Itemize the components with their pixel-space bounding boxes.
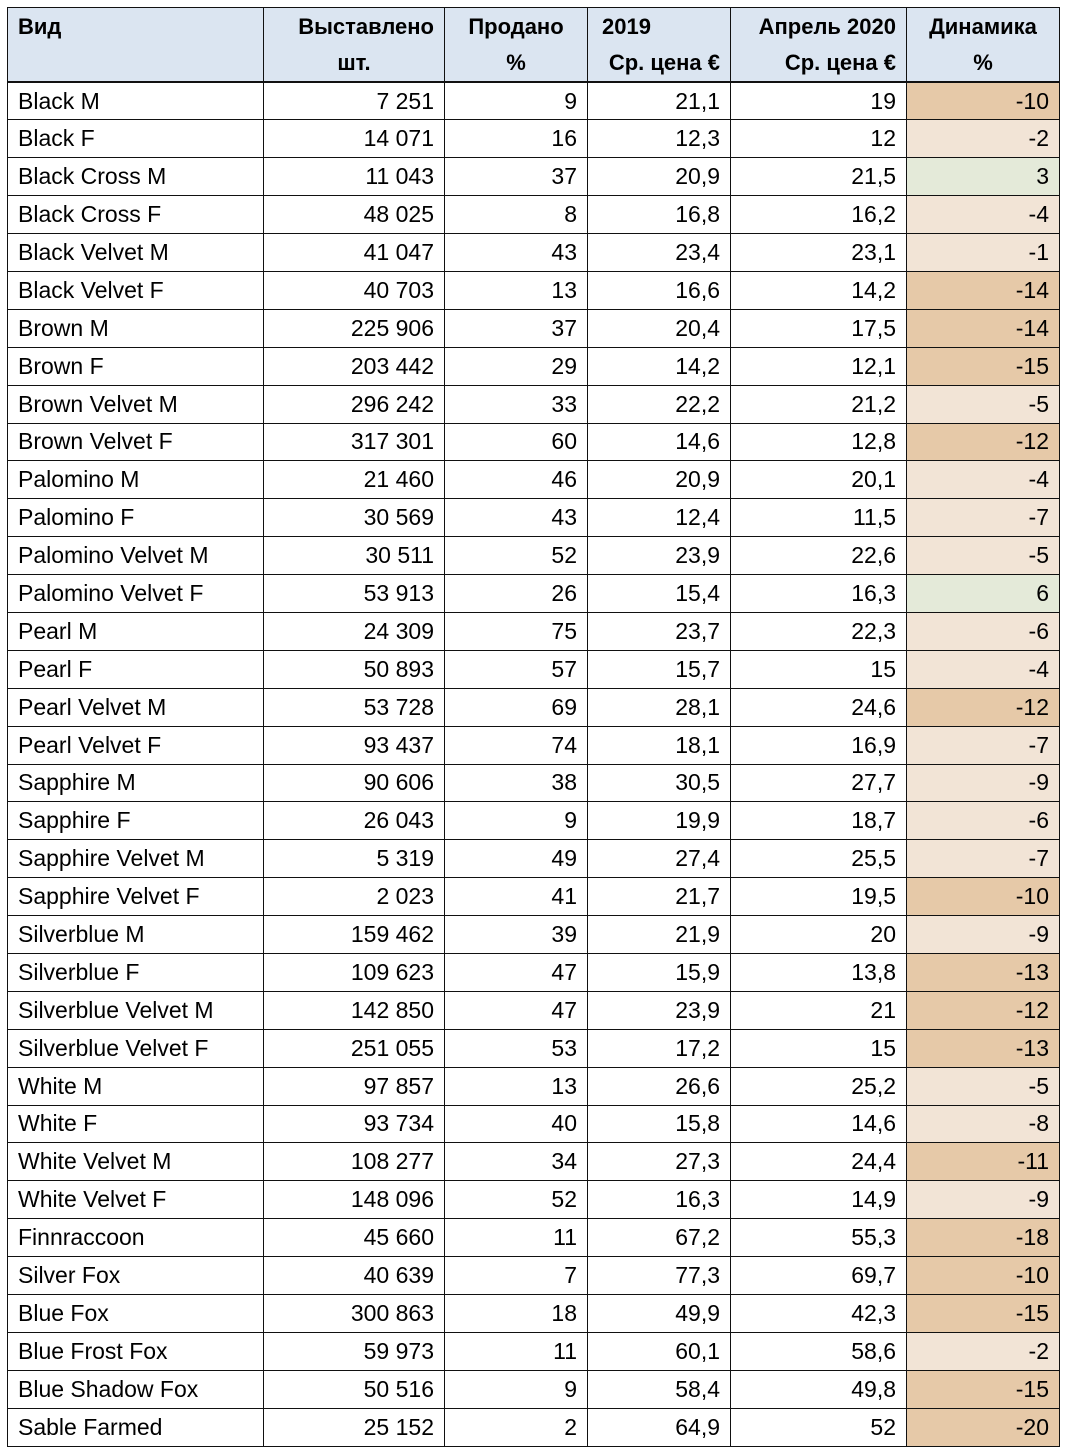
table-row [8,1408,1060,1446]
cell-sold-percent: 38 [445,764,588,802]
cell-price-2019: 30,5 [588,764,731,802]
table-row [8,120,1060,158]
cell-price-2019: 12,3 [588,120,731,158]
cell-listed: 148 096 [264,1181,445,1219]
cell-listed: 50 516 [264,1370,445,1408]
cell-price-april-2020: 14,2 [731,271,907,309]
table-row [8,196,1060,234]
cell-listed: 90 606 [264,764,445,802]
cell-price-2019: 21,9 [588,916,731,954]
cell-price-2019: 17,2 [588,1029,731,1067]
cell-price-april-2020: 13,8 [731,953,907,991]
cell-sold-percent: 52 [445,1181,588,1219]
table-row [8,1295,1060,1333]
cell-type: Sapphire Velvet F [8,878,264,916]
cell-sold-percent: 9 [445,1370,588,1408]
cell-price-2019: 12,4 [588,499,731,537]
cell-price-april-2020: 25,5 [731,840,907,878]
cell-type: Sable Farmed [8,1408,264,1446]
table-row [8,499,1060,537]
cell-sold-percent: 41 [445,878,588,916]
table-row [8,461,1060,499]
cell-sold-percent: 13 [445,1067,588,1105]
cell-price-2019: 15,7 [588,650,731,688]
cell-type: Blue Frost Fox [8,1332,264,1370]
cell-listed: 109 623 [264,953,445,991]
cell-listed: 108 277 [264,1143,445,1181]
cell-type: Blue Fox [8,1295,264,1333]
table-row [8,650,1060,688]
fur-prices-table [7,7,1060,1447]
header-dynamics: Динамика [907,8,1060,46]
cell-sold-percent: 9 [445,82,588,120]
cell-price-2019: 27,4 [588,840,731,878]
cell-sold-percent: 2 [445,1408,588,1446]
cell-dynamics: -13 [907,1029,1060,1067]
cell-listed: 40 639 [264,1257,445,1295]
table-row [8,612,1060,650]
cell-price-2019: 49,9 [588,1295,731,1333]
cell-dynamics: -7 [907,840,1060,878]
cell-price-april-2020: 15 [731,1029,907,1067]
subheader-listed-unit: шт. [264,45,445,82]
table-row [8,347,1060,385]
cell-sold-percent: 43 [445,499,588,537]
cell-dynamics: -5 [907,1067,1060,1105]
cell-listed: 142 850 [264,991,445,1029]
cell-sold-percent: 33 [445,385,588,423]
cell-dynamics: -14 [907,309,1060,347]
cell-listed: 48 025 [264,196,445,234]
cell-listed: 97 857 [264,1067,445,1105]
cell-sold-percent: 39 [445,916,588,954]
table-header [8,8,1060,83]
cell-type: White Velvet F [8,1181,264,1219]
cell-type: Brown M [8,309,264,347]
cell-sold-percent: 46 [445,461,588,499]
cell-price-2019: 20,9 [588,461,731,499]
cell-dynamics: -4 [907,650,1060,688]
table-row [8,234,1060,272]
cell-dynamics: -14 [907,271,1060,309]
cell-price-april-2020: 25,2 [731,1067,907,1105]
table-row [8,1029,1060,1067]
cell-type: Sapphire M [8,764,264,802]
cell-price-2019: 23,9 [588,991,731,1029]
cell-type: Pearl Velvet M [8,688,264,726]
cell-type: White M [8,1067,264,1105]
cell-price-april-2020: 19 [731,82,907,120]
cell-price-2019: 15,9 [588,953,731,991]
cell-listed: 30 511 [264,537,445,575]
cell-price-april-2020: 22,3 [731,612,907,650]
cell-type: Pearl M [8,612,264,650]
cell-listed: 11 043 [264,158,445,196]
table-row [8,764,1060,802]
header-type: Вид [8,8,264,46]
cell-type: Palomino F [8,499,264,537]
table-row [8,309,1060,347]
cell-listed: 45 660 [264,1219,445,1257]
cell-sold-percent: 13 [445,271,588,309]
header-listed: Выставлено [264,8,445,46]
cell-dynamics: -10 [907,82,1060,120]
table-row [8,688,1060,726]
cell-dynamics: -1 [907,234,1060,272]
cell-price-april-2020: 23,1 [731,234,907,272]
cell-type: Black Cross M [8,158,264,196]
cell-price-april-2020: 21,5 [731,158,907,196]
cell-price-april-2020: 49,8 [731,1370,907,1408]
table-row [8,271,1060,309]
cell-type: Black Velvet F [8,271,264,309]
cell-dynamics: -11 [907,1143,1060,1181]
cell-listed: 251 055 [264,1029,445,1067]
cell-dynamics: -10 [907,878,1060,916]
cell-sold-percent: 53 [445,1029,588,1067]
cell-type: Brown Velvet M [8,385,264,423]
cell-sold-percent: 37 [445,309,588,347]
table-row [8,953,1060,991]
cell-price-april-2020: 12 [731,120,907,158]
cell-price-april-2020: 42,3 [731,1295,907,1333]
cell-type: Brown Velvet F [8,423,264,461]
cell-listed: 53 728 [264,688,445,726]
cell-type: Brown F [8,347,264,385]
cell-price-april-2020: 24,6 [731,688,907,726]
cell-listed: 300 863 [264,1295,445,1333]
table-row [8,537,1060,575]
subheader-2019-avg-price: Ср. цена € [588,45,731,82]
cell-listed: 225 906 [264,309,445,347]
cell-price-april-2020: 19,5 [731,878,907,916]
cell-price-2019: 16,8 [588,196,731,234]
cell-dynamics: -10 [907,1257,1060,1295]
cell-price-april-2020: 21,2 [731,385,907,423]
cell-type: Palomino Velvet F [8,575,264,613]
header-row-2 [8,45,1060,82]
cell-type: Sapphire F [8,802,264,840]
cell-price-2019: 26,6 [588,1067,731,1105]
cell-price-2019: 21,7 [588,878,731,916]
cell-price-april-2020: 12,1 [731,347,907,385]
cell-sold-percent: 11 [445,1219,588,1257]
table-row [8,575,1060,613]
cell-listed: 25 152 [264,1408,445,1446]
cell-listed: 26 043 [264,802,445,840]
cell-dynamics: -12 [907,991,1060,1029]
cell-listed: 93 437 [264,726,445,764]
cell-listed: 2 023 [264,878,445,916]
table-row [8,916,1060,954]
subheader-type [8,45,264,82]
cell-price-2019: 60,1 [588,1332,731,1370]
cell-listed: 296 242 [264,385,445,423]
cell-dynamics: -7 [907,499,1060,537]
cell-price-2019: 19,9 [588,802,731,840]
cell-dynamics: -5 [907,385,1060,423]
cell-listed: 50 893 [264,650,445,688]
cell-type: White F [8,1105,264,1143]
cell-price-2019: 28,1 [588,688,731,726]
cell-price-april-2020: 52 [731,1408,907,1446]
cell-sold-percent: 47 [445,953,588,991]
cell-type: Black Velvet M [8,234,264,272]
cell-dynamics: -15 [907,1295,1060,1333]
cell-sold-percent: 11 [445,1332,588,1370]
cell-price-2019: 27,3 [588,1143,731,1181]
cell-price-april-2020: 14,9 [731,1181,907,1219]
table-row [8,1219,1060,1257]
table-row [8,1067,1060,1105]
cell-dynamics: -6 [907,802,1060,840]
cell-sold-percent: 37 [445,158,588,196]
cell-sold-percent: 43 [445,234,588,272]
cell-type: Palomino Velvet M [8,537,264,575]
cell-price-2019: 14,6 [588,423,731,461]
table-row [8,840,1060,878]
cell-sold-percent: 29 [445,347,588,385]
cell-dynamics: -6 [907,612,1060,650]
cell-listed: 159 462 [264,916,445,954]
cell-listed: 14 071 [264,120,445,158]
cell-price-2019: 67,2 [588,1219,731,1257]
table-row [8,1332,1060,1370]
header-row-1 [8,8,1060,46]
cell-price-2019: 58,4 [588,1370,731,1408]
cell-sold-percent: 26 [445,575,588,613]
cell-sold-percent: 8 [445,196,588,234]
cell-dynamics: -13 [907,953,1060,991]
cell-sold-percent: 16 [445,120,588,158]
cell-dynamics: -8 [907,1105,1060,1143]
cell-dynamics: -2 [907,1332,1060,1370]
cell-price-april-2020: 14,6 [731,1105,907,1143]
cell-dynamics: -5 [907,537,1060,575]
cell-sold-percent: 7 [445,1257,588,1295]
cell-dynamics: -12 [907,688,1060,726]
cell-dynamics: -15 [907,1370,1060,1408]
cell-type: Silverblue Velvet F [8,1029,264,1067]
cell-type: Finnraccoon [8,1219,264,1257]
cell-price-april-2020: 18,7 [731,802,907,840]
cell-sold-percent: 18 [445,1295,588,1333]
cell-type: Blue Shadow Fox [8,1370,264,1408]
cell-type: Black Cross F [8,196,264,234]
table-row [8,1181,1060,1219]
subheader-2020-avg-price: Ср. цена € [731,45,907,82]
cell-type: Black F [8,120,264,158]
cell-listed: 93 734 [264,1105,445,1143]
cell-sold-percent: 75 [445,612,588,650]
cell-price-april-2020: 16,9 [731,726,907,764]
cell-dynamics: 3 [907,158,1060,196]
cell-price-2019: 14,2 [588,347,731,385]
cell-dynamics: -2 [907,120,1060,158]
header-sold: Продано [445,8,588,46]
cell-price-2019: 18,1 [588,726,731,764]
cell-listed: 317 301 [264,423,445,461]
cell-price-2019: 15,4 [588,575,731,613]
cell-price-april-2020: 55,3 [731,1219,907,1257]
cell-dynamics: -20 [907,1408,1060,1446]
cell-price-2019: 23,9 [588,537,731,575]
cell-sold-percent: 40 [445,1105,588,1143]
cell-dynamics: -9 [907,1181,1060,1219]
cell-dynamics: -7 [907,726,1060,764]
cell-price-2019: 23,7 [588,612,731,650]
cell-price-2019: 77,3 [588,1257,731,1295]
cell-listed: 53 913 [264,575,445,613]
cell-dynamics: -4 [907,461,1060,499]
cell-listed: 40 703 [264,271,445,309]
cell-type: Pearl F [8,650,264,688]
cell-dynamics: -15 [907,347,1060,385]
cell-dynamics: -12 [907,423,1060,461]
cell-sold-percent: 69 [445,688,588,726]
cell-dynamics: -18 [907,1219,1060,1257]
table-row [8,878,1060,916]
cell-listed: 21 460 [264,461,445,499]
cell-dynamics: -9 [907,916,1060,954]
cell-price-2019: 23,4 [588,234,731,272]
cell-price-april-2020: 12,8 [731,423,907,461]
table-row [8,726,1060,764]
cell-sold-percent: 74 [445,726,588,764]
cell-sold-percent: 9 [445,802,588,840]
cell-price-2019: 22,2 [588,385,731,423]
cell-listed: 41 047 [264,234,445,272]
cell-price-2019: 21,1 [588,82,731,120]
table-row [8,423,1060,461]
table-row [8,1370,1060,1408]
cell-price-april-2020: 11,5 [731,499,907,537]
cell-price-april-2020: 69,7 [731,1257,907,1295]
cell-price-april-2020: 27,7 [731,764,907,802]
fur-auction-table-sheet [7,7,1059,1447]
cell-price-april-2020: 17,5 [731,309,907,347]
cell-price-2019: 16,3 [588,1181,731,1219]
cell-price-2019: 64,9 [588,1408,731,1446]
cell-sold-percent: 34 [445,1143,588,1181]
cell-listed: 5 319 [264,840,445,878]
table-row [8,158,1060,196]
cell-sold-percent: 47 [445,991,588,1029]
cell-price-2019: 20,4 [588,309,731,347]
cell-price-2019: 15,8 [588,1105,731,1143]
table-row [8,1143,1060,1181]
cell-price-april-2020: 16,2 [731,196,907,234]
table-row [8,802,1060,840]
table-row [8,991,1060,1029]
cell-sold-percent: 60 [445,423,588,461]
header-2019: 2019 [588,8,731,46]
cell-sold-percent: 49 [445,840,588,878]
cell-price-april-2020: 21 [731,991,907,1029]
cell-listed: 30 569 [264,499,445,537]
subheader-dynamics-unit: % [907,45,1060,82]
cell-type: Black M [8,82,264,120]
cell-sold-percent: 57 [445,650,588,688]
cell-price-april-2020: 58,6 [731,1332,907,1370]
cell-listed: 7 251 [264,82,445,120]
cell-dynamics: -9 [907,764,1060,802]
cell-listed: 24 309 [264,612,445,650]
cell-price-april-2020: 22,6 [731,537,907,575]
cell-price-april-2020: 24,4 [731,1143,907,1181]
cell-dynamics: -4 [907,196,1060,234]
cell-price-2019: 20,9 [588,158,731,196]
table-row [8,1105,1060,1143]
cell-type: Palomino M [8,461,264,499]
cell-price-april-2020: 15 [731,650,907,688]
table-row [8,385,1060,423]
cell-type: Pearl Velvet F [8,726,264,764]
cell-price-2019: 16,6 [588,271,731,309]
cell-type: Silverblue Velvet M [8,991,264,1029]
cell-listed: 203 442 [264,347,445,385]
cell-type: Silverblue M [8,916,264,954]
cell-price-april-2020: 20 [731,916,907,954]
cell-type: Silverblue F [8,953,264,991]
cell-sold-percent: 52 [445,537,588,575]
table-row [8,1257,1060,1295]
cell-listed: 59 973 [264,1332,445,1370]
table-row [8,82,1060,120]
cell-type: Silver Fox [8,1257,264,1295]
header-april-2020: Апрель 2020 [731,8,907,46]
subheader-sold-unit: % [445,45,588,82]
cell-type: Sapphire Velvet M [8,840,264,878]
cell-price-april-2020: 20,1 [731,461,907,499]
table-body [8,82,1060,1446]
cell-price-april-2020: 16,3 [731,575,907,613]
cell-dynamics: 6 [907,575,1060,613]
cell-type: White Velvet M [8,1143,264,1181]
